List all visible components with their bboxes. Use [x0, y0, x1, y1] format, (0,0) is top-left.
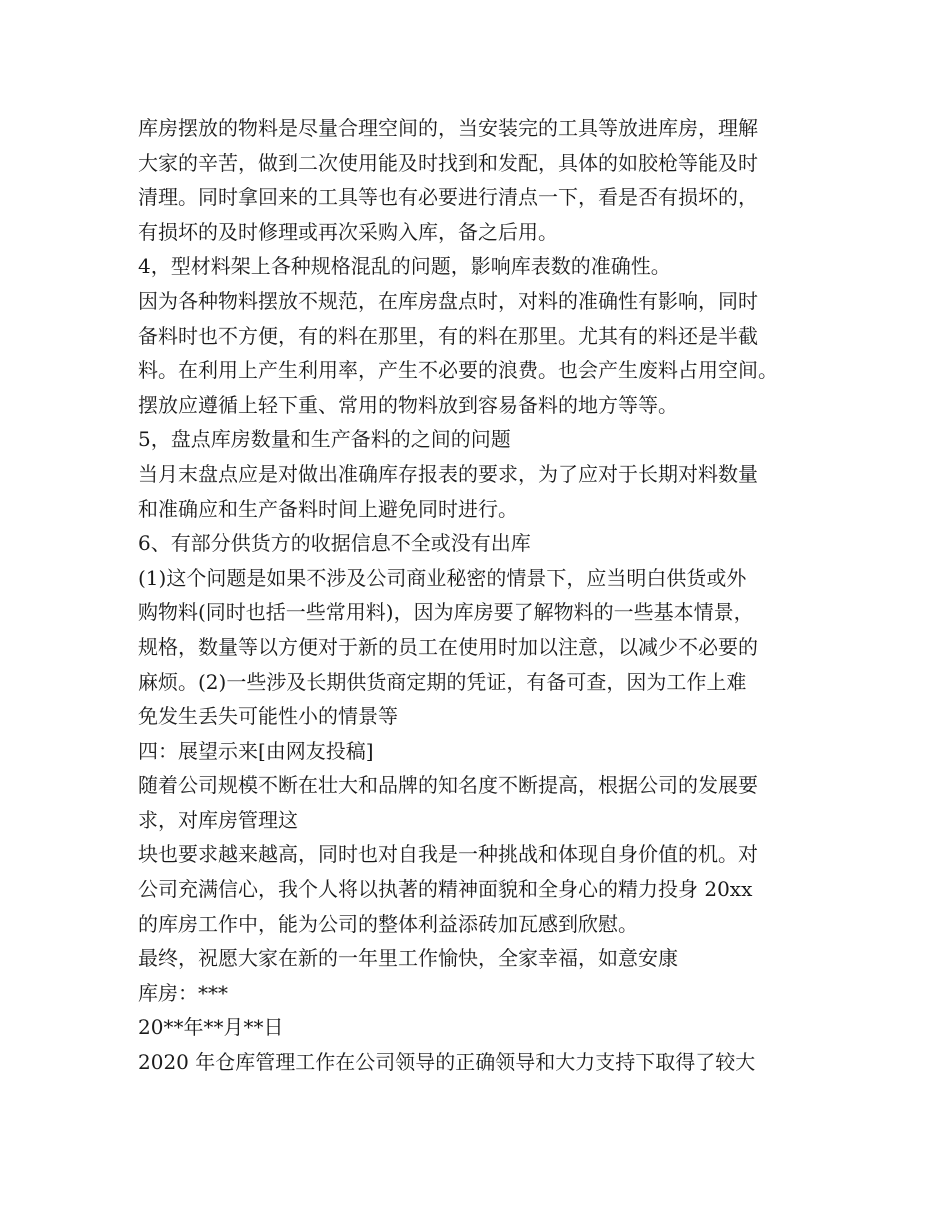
text-line: 清理。同时拿回来的工具等也有必要进行清点一下，看是否有损坏的，: [138, 185, 758, 210]
text-line: 备料时也不方便，有的料在那里，有的料在那里。尤其有的料还是半截: [138, 323, 758, 348]
text-line: 块也要求越来越高，同时也对自我是一种挑战和体现自身价值的机。对: [138, 842, 758, 867]
text-line: 当月末盘点应是对做出准确库存报表的要求，为了应对于长期对料数量: [138, 461, 758, 486]
text-line: 有损坏的及时修理或再次采购入库，备之后用。: [138, 219, 558, 244]
signature-department: 库房：***: [138, 980, 228, 1005]
signature-date: 20**年**月**日: [138, 1015, 284, 1040]
closing-wish: 最终，祝愿大家在新的一年里工作愉快，全家幸福，如意安康: [138, 946, 678, 971]
text-line: 因为各种物料摆放不规范，在库房盘点时，对料的准确性有影响，同时: [138, 288, 758, 313]
text-line: 购物料(同时也括一些常用料)，因为库房要了解物料的一些基本情景，: [138, 600, 754, 625]
text-line: (1)这个问题是如果不涉及公司商业秘密的情景下，应当明白供货或外: [138, 565, 747, 590]
section-heading-6: 6、有部分供货方的收据信息不全或没有出库: [138, 531, 531, 556]
text-line: 的库房工作中，能为公司的整体利益添砖加瓦感到欣慰。: [138, 911, 638, 936]
document-body: [138, 111, 838, 1080]
text-line: 摆放应遵循上轻下重、常用的物料放到容易备料的地方等等。: [138, 392, 678, 417]
section-heading-5: 5，盘点库房数量和生产备料的之间的问题: [138, 427, 511, 452]
text-line: 麻烦。(2)一些涉及长期供货商定期的凭证，有备可查，因为工作上难: [138, 669, 747, 694]
text-line: 和准确应和生产备料时间上避免同时进行。: [138, 496, 518, 521]
text-line: 求，对库房管理这: [138, 807, 298, 832]
text-line: 料。在利用上产生利用率，产生不必要的浪费。也会产生废料占用空间。: [138, 358, 778, 383]
section-heading-outlook: 四：展望示来[由网友投稿]: [138, 738, 374, 763]
text-line: 免发生丢失可能性小的情景等: [138, 704, 398, 729]
text-line: 随着公司规模不断在壮大和品牌的知名度不断提高，根据公司的发展要: [138, 773, 758, 798]
section-heading-4: 4，型材料架上各种规格混乱的问题，影响库表数的准确性。: [138, 254, 671, 279]
text-line: 规格，数量等以方便对于新的员工在使用时加以注意，以减少不必要的: [138, 634, 758, 659]
text-line: 大家的辛苦，做到二次使用能及时找到和发配，具体的如胶枪等能及时: [138, 150, 758, 175]
text-line: 公司充满信心，我个人将以执著的精神面貌和全身心的精力投身 20xx: [138, 877, 753, 902]
text-line: 库房摆放的物料是尽量合理空间的，当安装完的工具等放进库房，理解: [138, 116, 758, 140]
text-line: 2020 年仓库管理工作在公司领导的正确领导和大力支持下取得了较大: [138, 1050, 756, 1075]
